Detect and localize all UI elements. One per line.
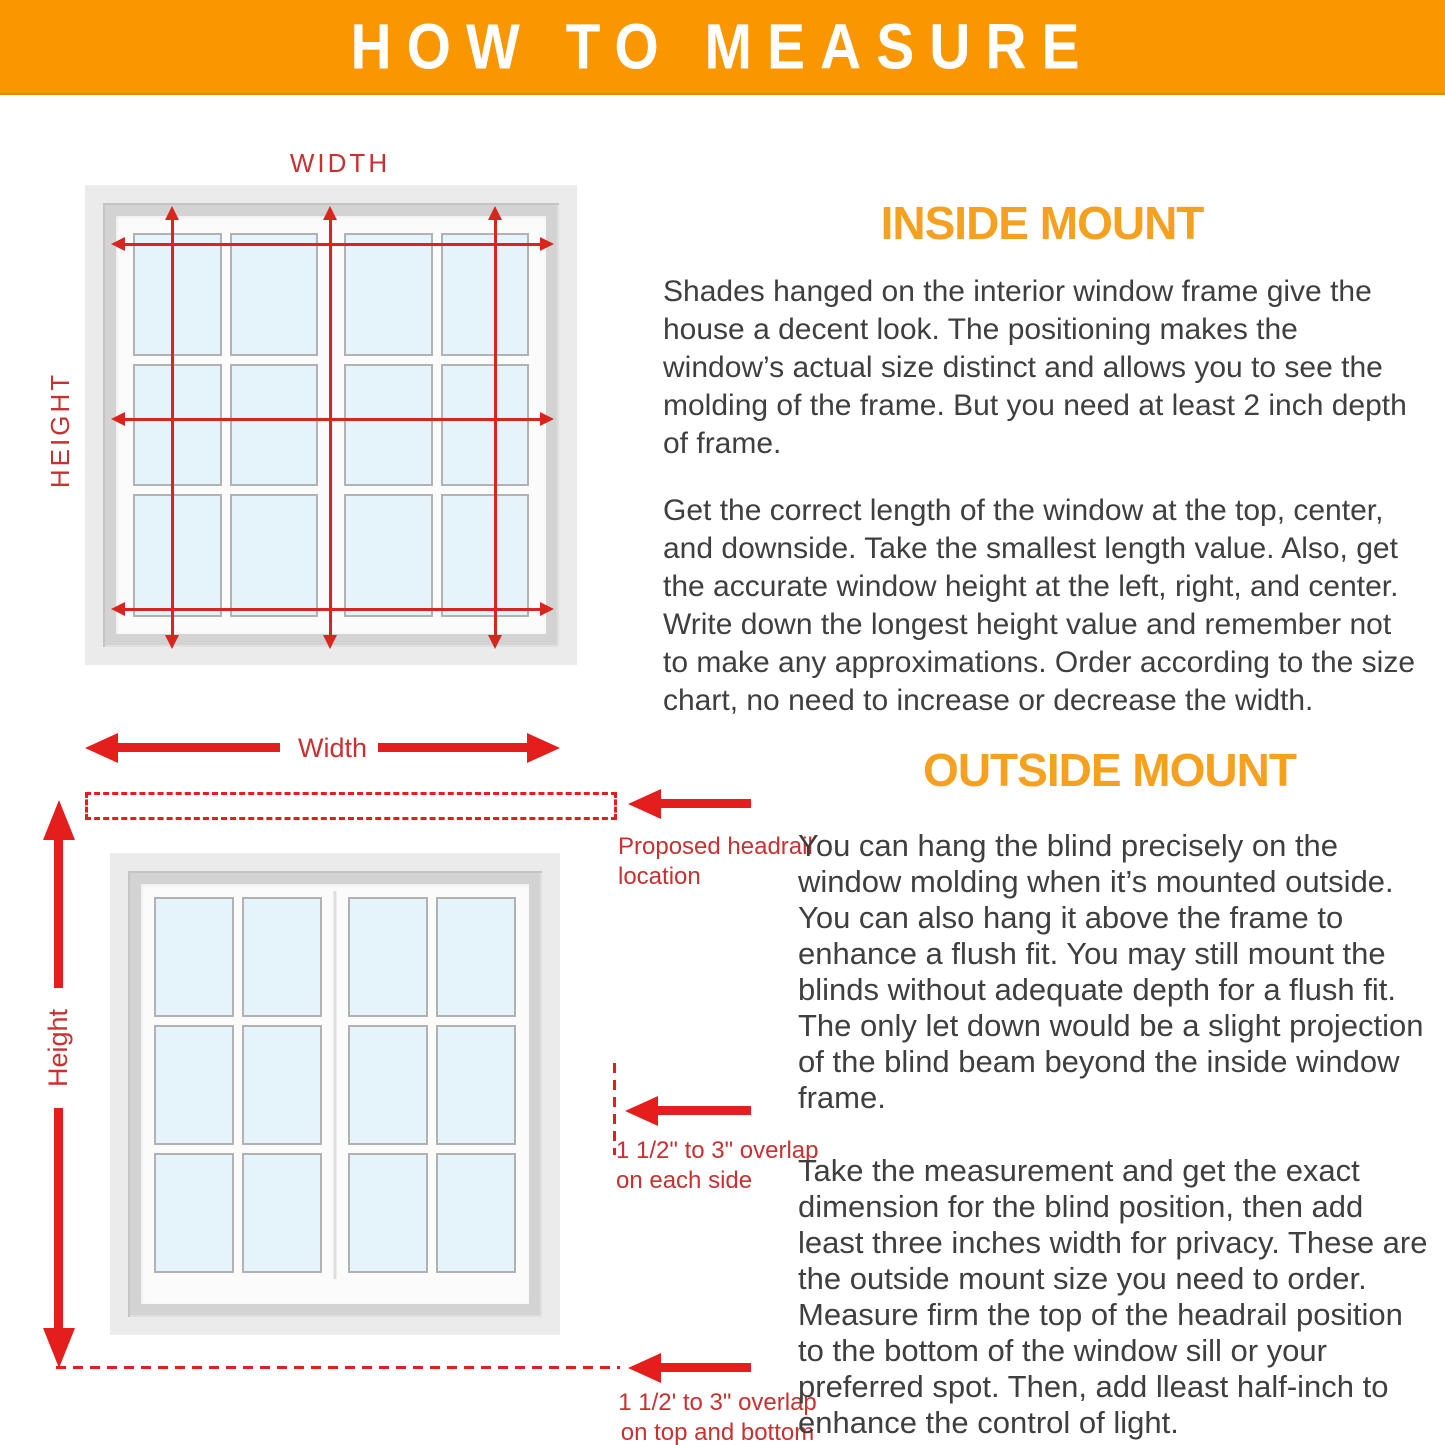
- window-pane: [230, 494, 319, 617]
- window-pane: [242, 1153, 322, 1273]
- window-pane: [344, 364, 433, 487]
- window-pane: [133, 233, 222, 356]
- inside-height-label: HEIGHT: [44, 371, 75, 489]
- window-pane: [441, 233, 530, 356]
- window-pane: [154, 897, 234, 1017]
- window-sash-left: [133, 233, 318, 617]
- window-pane: [154, 1025, 234, 1145]
- inside-width-label: WIDTH: [289, 148, 391, 178]
- window-pane: [242, 1025, 322, 1145]
- measure-arrow-horizontal-middle: [125, 418, 540, 421]
- window-sash-left: [154, 897, 322, 1273]
- window-pane: [436, 897, 516, 1017]
- window-pane: [348, 1025, 428, 1145]
- side-overlap-label: 1 1/2" to 3" overlap on each side: [616, 1137, 819, 1194]
- window-pane: [133, 364, 222, 487]
- bottom-overlap-dashed-line: [56, 1366, 620, 1369]
- window-pane: [436, 1025, 516, 1145]
- inside-mount-paragraph-1: Shades hanged on the interior window frame give the house a decent look. The positioning makes the window’s actual size distinct and allows you to see the molding of the frame. But you need at least 2 inch depth of frame.: [663, 275, 1407, 460]
- window-pane: [344, 494, 433, 617]
- measure-arrow-horizontal-bottom: [125, 608, 540, 611]
- measure-arrow-vertical-left: [171, 220, 174, 635]
- window-pane: [230, 364, 319, 487]
- window-pane: [154, 1153, 234, 1273]
- window-pane: [344, 233, 433, 356]
- window-pane: [348, 1153, 428, 1273]
- outside-mount-paragraph-1: You can hang the blind precisely on the window molding when it’s mounted outside. You can also hang it above the frame to enhance a flush fit. You may still mount the blinds without adequate depth for a flush fit. The only let down would be a slight projection of the blind beam beyond the inside window frame.: [798, 828, 1424, 1115]
- width-arrow-right: [378, 743, 527, 752]
- headrail-pointer-arrow: [661, 799, 751, 808]
- window-sash-right: [344, 233, 529, 617]
- measure-arrow-vertical-right: [494, 220, 497, 635]
- side-overlap-arrow: [658, 1106, 751, 1115]
- window-pane: [348, 897, 428, 1017]
- headrail-location-label: Proposed headrail location: [618, 833, 813, 890]
- measure-arrow-vertical-center: [329, 220, 332, 635]
- page-title: HOW TO MEASURE: [350, 10, 1095, 83]
- width-arrow-left: [118, 743, 280, 752]
- measure-arrow-horizontal-top: [125, 243, 540, 246]
- window-sashes: [154, 897, 516, 1273]
- window-pane: [441, 364, 530, 487]
- window-sash-right: [348, 897, 516, 1273]
- outside-height-label: Height: [43, 988, 73, 1108]
- outside-mount-window: [110, 853, 560, 1335]
- outside-mount-paragraph-2: Take the measurement and get the exact dimension for the blind position, then add least three inches width for privacy. These are the outside mount size you need to order. Measure firm the top of the headrail position to the bottom of the window sill or your preferred spot. Then, add lleast half-inch to enhance the control of light.: [798, 1153, 1428, 1440]
- headrail-dashed-box: [85, 792, 617, 820]
- window-pane: [133, 494, 222, 617]
- outside-mount-heading: OUTSIDE MOUNT: [923, 744, 1296, 797]
- outside-width-label: Width: [297, 733, 368, 763]
- window-pane: [441, 494, 530, 617]
- window-pane: [242, 897, 322, 1017]
- inside-mount-paragraph-2: Get the correct length of the window at the top, center, and downside. Take the smallest length value. Also, get the accurate window height at the left, right, and center. Write down the longest height value and remember not to make any approximations. Order according to the size chart, no need to increase or decrease the width.: [663, 494, 1416, 717]
- bottom-overlap-label: 1 1/2' to 3" overlap on top and bottom: [618, 1389, 817, 1445]
- bottom-overlap-arrow: [661, 1363, 751, 1372]
- inside-mount-heading: INSIDE MOUNT: [880, 197, 1204, 250]
- title-banner: [0, 0, 1445, 95]
- window-pane: [230, 233, 319, 356]
- window-pane: [436, 1153, 516, 1273]
